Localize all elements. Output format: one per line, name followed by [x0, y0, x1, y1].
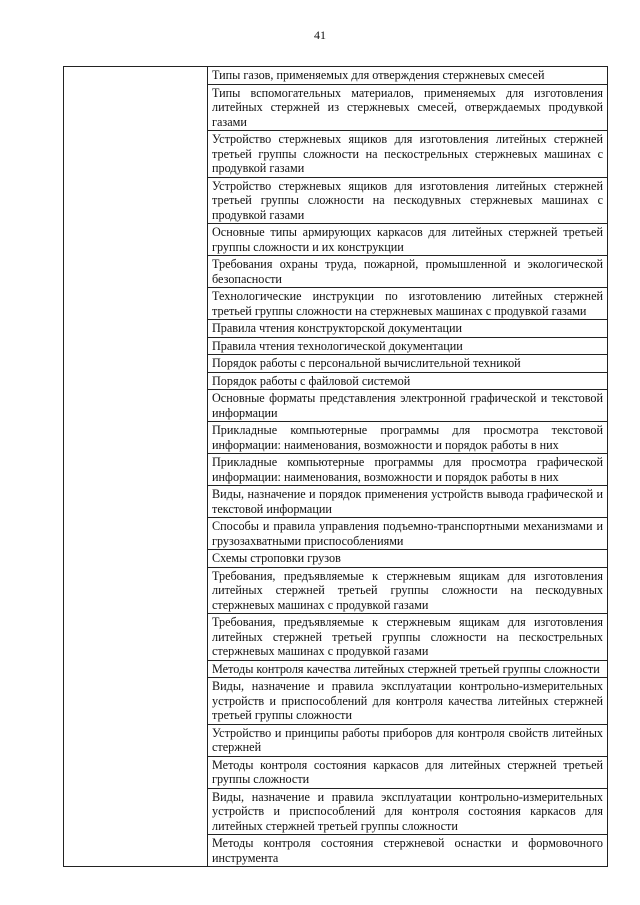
- knowledge-item: Методы контроля состояния стержневой оснастки и формовочного инструмента: [208, 835, 608, 867]
- knowledge-item: Методы контроля качества литейных стержней третьей группы сложности: [208, 660, 608, 678]
- page-number: 41: [314, 28, 326, 42]
- blank-cell: [64, 288, 208, 320]
- knowledge-item: Порядок работы с персональной вычислительной техникой: [208, 355, 608, 373]
- knowledge-item: Технологические инструкции по изготовлению литейных стержней третьей группы сложности на стержневых машинах с продувкой газами: [208, 288, 608, 320]
- table-row: [64, 660, 608, 678]
- knowledge-item: Виды, назначение и порядок применения устройств вывода графической и текстовой информации: [208, 486, 608, 518]
- blank-cell: [64, 256, 208, 288]
- blank-cell: [64, 390, 208, 422]
- table-row: [64, 614, 608, 661]
- blank-cell: [64, 660, 208, 678]
- knowledge-item: Прикладные компьютерные программы для просмотра графической информации: наименования, возможности и порядок работы в них: [208, 454, 608, 486]
- table-row: [64, 84, 608, 131]
- table-row: [64, 224, 608, 256]
- knowledge-item: Типы вспомогательных материалов, применяемых для изготовления литейных стержней из стержневых смесей, отверждаемых продувкой газами: [208, 84, 608, 131]
- blank-cell: [64, 67, 208, 85]
- blank-cell: [64, 224, 208, 256]
- knowledge-item: Прикладные компьютерные программы для просмотра текстовой информации: наименования, возможности и порядок работы в них: [208, 422, 608, 454]
- blank-cell: [64, 84, 208, 131]
- blank-cell: [64, 320, 208, 338]
- table-row: [64, 372, 608, 390]
- knowledge-item: Методы контроля состояния каркасов для литейных стержней третьей группы сложности: [208, 756, 608, 788]
- table-row: [64, 550, 608, 568]
- table-row: [64, 486, 608, 518]
- blank-cell: [64, 835, 208, 867]
- blank-cell: [64, 518, 208, 550]
- knowledge-item: Требования, предъявляемые к стержневым ящикам для изготовления литейных стержней третьей группы сложности на пескострельных стержневых машинах с продувкой газами: [208, 614, 608, 661]
- knowledge-item: Способы и правила управления подъемно-транспортными механизмами и грузозахватными приспособлениями: [208, 518, 608, 550]
- knowledge-item: Устройство стержневых ящиков для изготовления литейных стержней третьей группы сложности на пескодувных стержневых машинах с продувкой газами: [208, 177, 608, 224]
- table-row: [64, 756, 608, 788]
- blank-cell: [64, 422, 208, 454]
- table-row: [64, 422, 608, 454]
- knowledge-item: Правила чтения конструкторской документации: [208, 320, 608, 338]
- blank-cell: [64, 372, 208, 390]
- blank-cell: [64, 486, 208, 518]
- knowledge-item: Устройство и принципы работы приборов для контроля свойств литейных стержней: [208, 724, 608, 756]
- blank-cell: [64, 724, 208, 756]
- knowledge-table: [63, 66, 608, 867]
- knowledge-item: Устройство стержневых ящиков для изготовления литейных стержней третьей группы сложности на пескострельных стержневых машинах с продувкой газами: [208, 131, 608, 178]
- knowledge-item: Правила чтения технологической документации: [208, 337, 608, 355]
- table-body: [64, 67, 608, 867]
- knowledge-item: Основные типы армирующих каркасов для литейных стержней третьей группы сложности и их конструкции: [208, 224, 608, 256]
- table-row: [64, 337, 608, 355]
- table-row: [64, 288, 608, 320]
- blank-cell: [64, 678, 208, 725]
- knowledge-item: Схемы строповки грузов: [208, 550, 608, 568]
- knowledge-item: Виды, назначение и правила эксплуатации контрольно-измерительных устройств и приспособлений для контроля качества литейных стержней третьей группы сложности: [208, 678, 608, 725]
- blank-cell: [64, 788, 208, 835]
- blank-cell: [64, 756, 208, 788]
- table-row: [64, 256, 608, 288]
- blank-cell: [64, 177, 208, 224]
- table-row: [64, 67, 608, 85]
- blank-cell: [64, 614, 208, 661]
- table-row: [64, 320, 608, 338]
- table-row: [64, 724, 608, 756]
- knowledge-item: Порядок работы с файловой системой: [208, 372, 608, 390]
- blank-cell: [64, 454, 208, 486]
- table-row: [64, 835, 608, 867]
- blank-cell: [64, 567, 208, 614]
- table-row: [64, 567, 608, 614]
- knowledge-item: Требования, предъявляемые к стержневым ящикам для изготовления литейных стержней третьей группы сложности на пескодувных стержневых машинах с продувкой газами: [208, 567, 608, 614]
- blank-cell: [64, 131, 208, 178]
- knowledge-item: Типы газов, применяемых для отверждения стержневых смесей: [208, 67, 608, 85]
- table-row: [64, 177, 608, 224]
- blank-cell: [64, 550, 208, 568]
- blank-cell: [64, 355, 208, 373]
- table-row: [64, 355, 608, 373]
- knowledge-item: Основные форматы представления электронной графической и текстовой информации: [208, 390, 608, 422]
- blank-cell: [64, 337, 208, 355]
- table-row: [64, 788, 608, 835]
- table-row: [64, 454, 608, 486]
- table-row: [64, 390, 608, 422]
- table-row: [64, 518, 608, 550]
- table-row: [64, 678, 608, 725]
- knowledge-item: Виды, назначение и правила эксплуатации контрольно-измерительных устройств и приспособлений для контроля состояния каркасов для литейных стержней третьей группы сложности: [208, 788, 608, 835]
- knowledge-item: Требования охраны труда, пожарной, промышленной и экологической безопасности: [208, 256, 608, 288]
- table-row: [64, 131, 608, 178]
